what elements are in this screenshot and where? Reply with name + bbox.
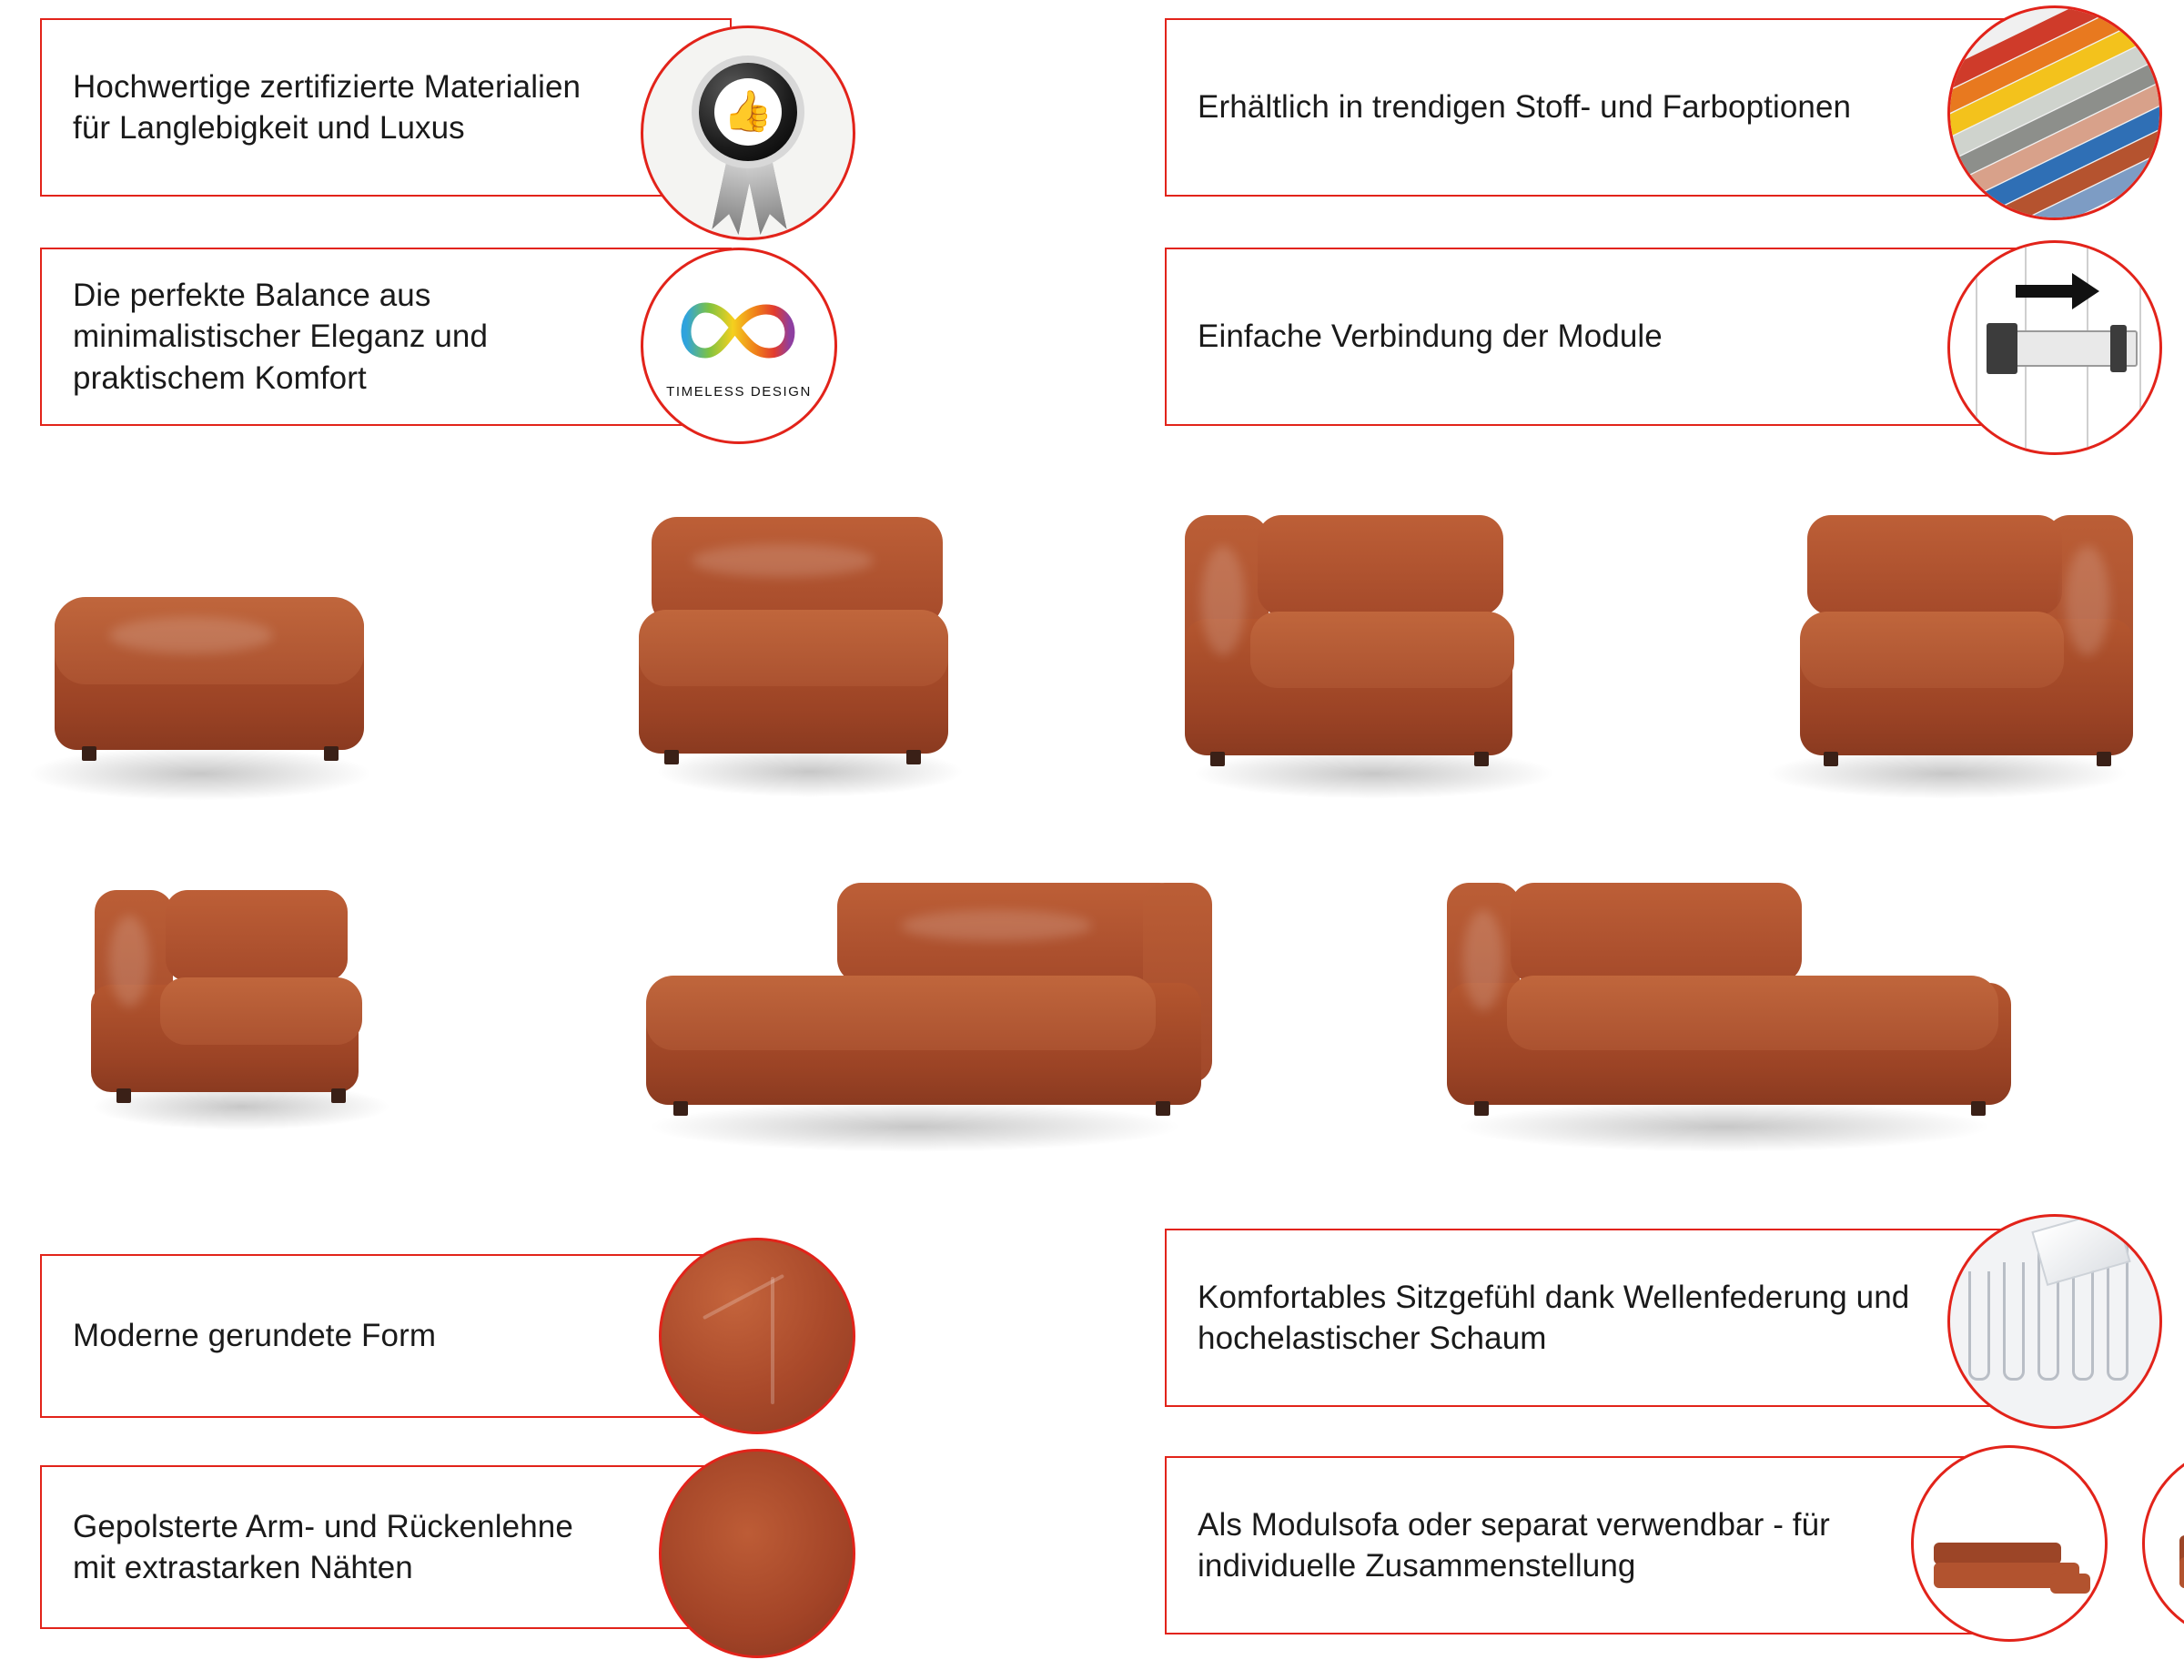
- armrest-seam-vertical: [662, 1452, 666, 1606]
- feature-seating-comfort: [1165, 1229, 2148, 1407]
- feature-padded-armrest-label: Gepolsterte Arm- und Rückenlehne mit extrastarken Nähten: [73, 1508, 573, 1585]
- module-armless-seat: [628, 491, 1010, 819]
- module-ottoman: [0, 546, 410, 810]
- feature-rounded-shape-box: [40, 1254, 713, 1418]
- feature-quality-materials-label: Hochwertige zertifizierte Materialien für Langlebigkeit und Luxus: [73, 68, 581, 146]
- feature-module-connection: [1165, 248, 2148, 426]
- module-connector-icon: [1947, 240, 2162, 455]
- module-corner-left-arm: [1174, 491, 1602, 819]
- armrest-closeup-icon: [659, 1449, 855, 1658]
- armrest-seam-top: [661, 1606, 747, 1629]
- connector-plate-left: [1987, 323, 2017, 374]
- fabric-swatches-icon: [1947, 5, 2162, 220]
- feature-quality-materials: [40, 18, 841, 197]
- feature-rounded-shape-label: Moderne gerundete Form: [73, 1318, 437, 1354]
- timeless-design-icon: [641, 248, 837, 444]
- connector-arrow-tail: [2016, 285, 2074, 298]
- feature-module-connection-label: Einfache Verbindung der Module: [1198, 319, 1663, 355]
- infinity-icon: [671, 297, 807, 364]
- feature-padded-armrest: [40, 1465, 841, 1629]
- feature-modular-or-separate: [1165, 1456, 2148, 1634]
- feature-module-connection-box: [1165, 248, 2038, 426]
- badge-circle: [699, 63, 797, 161]
- module-corner-right-arm: [1729, 491, 2157, 819]
- feature-fabric-colors: [1165, 18, 2148, 197]
- feature-fabric-colors-label: Erhältlich in trendigen Stoff- und Farboptionen: [1198, 89, 1852, 126]
- badge-ribbon-right: [745, 160, 787, 236]
- quality-badge-icon: [641, 25, 855, 240]
- rounded-corner-closeup-icon: [659, 1238, 855, 1434]
- seam-line-vertical: [771, 1277, 774, 1404]
- feature-modular-or-separate-box: [1165, 1456, 2038, 1634]
- feature-modular-or-separate-label: Als Modulsofa oder separat verwendbar - für individuelle Zusammenstellung: [1198, 1506, 1830, 1584]
- single-module-icon: [2142, 1445, 2184, 1642]
- module-chaise-left: [1429, 874, 2029, 1156]
- feature-balance-design-box: [40, 248, 732, 426]
- feature-seating-comfort-label: Komfortables Sitzgefühl dank Wellenfederung und hochelastischer Schaum: [1198, 1279, 1910, 1356]
- timeless-design-caption: TIMELESS DESIGN: [666, 384, 812, 400]
- feature-balance-design: [40, 248, 841, 426]
- connector-arrow-icon: [2072, 273, 2099, 309]
- connector-plate-right: [2110, 325, 2127, 372]
- feature-fabric-colors-box: [1165, 18, 2038, 197]
- feature-quality-materials-box: [40, 18, 732, 197]
- feature-balance-design-label: Die perfekte Balance aus minimalistischer Eleganz und praktischem Komfort: [73, 277, 489, 396]
- thumbs-up-icon: 👍: [714, 78, 782, 146]
- wave-spring-foam-icon: [1947, 1214, 2162, 1429]
- module-corner-module: [82, 874, 428, 1138]
- feature-rounded-shape: [40, 1254, 841, 1418]
- feature-padded-armrest-box: [40, 1465, 713, 1629]
- feature-seating-comfort-box: [1165, 1229, 2038, 1407]
- module-chaise-right: [628, 874, 1228, 1156]
- modular-combination-icon: [1911, 1445, 2108, 1642]
